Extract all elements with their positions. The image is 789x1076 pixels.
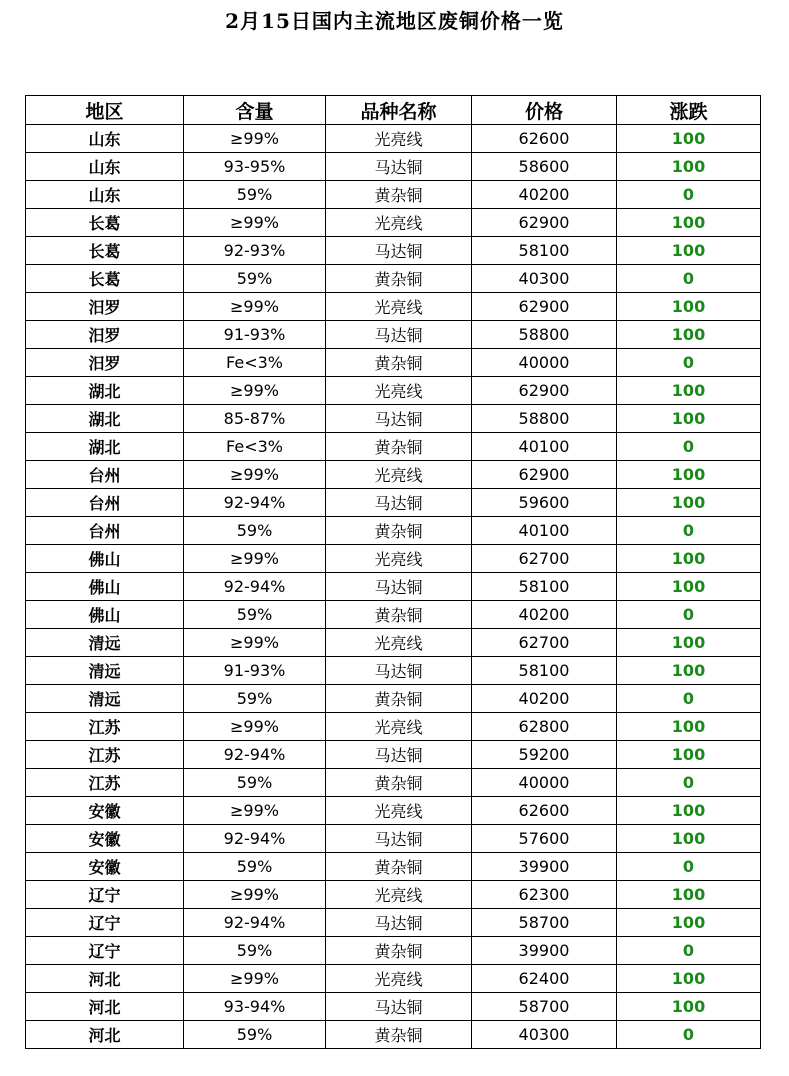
cell-change: 100	[617, 237, 761, 265]
cell-region: 汨罗	[26, 293, 184, 321]
cell-content: Fe<3%	[184, 433, 326, 461]
cell-variety: 光亮线	[326, 797, 472, 825]
cell-variety: 黄杂铜	[326, 853, 472, 881]
cell-price: 62900	[472, 377, 617, 405]
cell-variety: 马达铜	[326, 993, 472, 1021]
cell-change: 100	[617, 405, 761, 433]
cell-price: 40000	[472, 769, 617, 797]
cell-variety: 黄杂铜	[326, 349, 472, 377]
cell-region: 江苏	[26, 713, 184, 741]
cell-region: 安徽	[26, 797, 184, 825]
cell-price: 40300	[472, 265, 617, 293]
cell-change: 100	[617, 881, 761, 909]
table-body	[26, 125, 761, 1049]
cell-content: 59%	[184, 601, 326, 629]
cell-content: 92-94%	[184, 741, 326, 769]
cell-content: ≥99%	[184, 881, 326, 909]
cell-region: 长葛	[26, 265, 184, 293]
cell-price: 58100	[472, 573, 617, 601]
cell-price: 40100	[472, 433, 617, 461]
cell-content: 59%	[184, 853, 326, 881]
cell-change: 100	[617, 741, 761, 769]
cell-variety: 光亮线	[326, 545, 472, 573]
table-row	[26, 601, 761, 629]
cell-price: 57600	[472, 825, 617, 853]
cell-change: 100	[617, 321, 761, 349]
table-row	[26, 153, 761, 181]
cell-variety: 黄杂铜	[326, 937, 472, 965]
cell-region: 山东	[26, 181, 184, 209]
cell-variety: 马达铜	[326, 909, 472, 937]
cell-variety: 光亮线	[326, 881, 472, 909]
price-table	[25, 95, 761, 1049]
cell-variety: 马达铜	[326, 573, 472, 601]
cell-content: ≥99%	[184, 629, 326, 657]
table-row	[26, 573, 761, 601]
cell-price: 40200	[472, 181, 617, 209]
cell-change: 0	[617, 433, 761, 461]
table-header-row	[26, 96, 761, 125]
cell-change: 100	[617, 293, 761, 321]
cell-change: 0	[617, 601, 761, 629]
cell-variety: 黄杂铜	[326, 433, 472, 461]
cell-variety: 黄杂铜	[326, 1021, 472, 1049]
cell-content: ≥99%	[184, 545, 326, 573]
cell-price: 58700	[472, 993, 617, 1021]
cell-change: 100	[617, 377, 761, 405]
cell-content: 59%	[184, 937, 326, 965]
cell-price: 62700	[472, 545, 617, 573]
cell-content: 59%	[184, 265, 326, 293]
cell-price: 62400	[472, 965, 617, 993]
cell-price: 58100	[472, 657, 617, 685]
cell-region: 湖北	[26, 377, 184, 405]
cell-content: 85-87%	[184, 405, 326, 433]
table-row	[26, 881, 761, 909]
cell-change: 100	[617, 153, 761, 181]
cell-content: 93-94%	[184, 993, 326, 1021]
cell-content: 92-93%	[184, 237, 326, 265]
cell-change: 0	[617, 853, 761, 881]
table-row	[26, 629, 761, 657]
column-header-region: 地区	[26, 96, 184, 125]
cell-region: 辽宁	[26, 881, 184, 909]
page-title: 2月15日国内主流地区废铜价格一览	[225, 9, 564, 33]
cell-variety: 马达铜	[326, 657, 472, 685]
cell-change: 100	[617, 125, 761, 153]
cell-content: ≥99%	[184, 461, 326, 489]
cell-content: 91-93%	[184, 321, 326, 349]
cell-price: 58800	[472, 321, 617, 349]
table-row	[26, 349, 761, 377]
cell-variety: 光亮线	[326, 713, 472, 741]
cell-change: 0	[617, 1021, 761, 1049]
cell-price: 62900	[472, 209, 617, 237]
table-row	[26, 825, 761, 853]
column-header-price: 价格	[472, 96, 617, 125]
cell-variety: 马达铜	[326, 237, 472, 265]
cell-change: 100	[617, 797, 761, 825]
cell-price: 40100	[472, 517, 617, 545]
table-row	[26, 517, 761, 545]
column-header-variety: 品种名称	[326, 96, 472, 125]
cell-variety: 马达铜	[326, 405, 472, 433]
cell-content: 92-94%	[184, 489, 326, 517]
cell-variety: 黄杂铜	[326, 517, 472, 545]
cell-region: 汨罗	[26, 321, 184, 349]
cell-change: 100	[617, 545, 761, 573]
table-row	[26, 405, 761, 433]
cell-change: 0	[617, 349, 761, 377]
cell-price: 62600	[472, 797, 617, 825]
table-row	[26, 181, 761, 209]
cell-price: 62300	[472, 881, 617, 909]
table-row	[26, 685, 761, 713]
cell-price: 40200	[472, 685, 617, 713]
cell-content: ≥99%	[184, 797, 326, 825]
cell-variety: 黄杂铜	[326, 181, 472, 209]
cell-price: 62700	[472, 629, 617, 657]
table-row	[26, 1021, 761, 1049]
cell-price: 39900	[472, 853, 617, 881]
table-row	[26, 741, 761, 769]
cell-content: 59%	[184, 181, 326, 209]
cell-content: 92-94%	[184, 825, 326, 853]
cell-change: 0	[617, 685, 761, 713]
cell-region: 江苏	[26, 741, 184, 769]
cell-region: 安徽	[26, 853, 184, 881]
cell-region: 清远	[26, 657, 184, 685]
cell-variety: 光亮线	[326, 965, 472, 993]
cell-change: 0	[617, 517, 761, 545]
cell-region: 河北	[26, 993, 184, 1021]
table-row	[26, 993, 761, 1021]
table-row	[26, 797, 761, 825]
cell-price: 58800	[472, 405, 617, 433]
table-row	[26, 769, 761, 797]
cell-region: 山东	[26, 153, 184, 181]
column-header-change: 涨跌	[617, 96, 761, 125]
cell-region: 佛山	[26, 601, 184, 629]
table-row	[26, 965, 761, 993]
cell-change: 0	[617, 937, 761, 965]
cell-price: 62600	[472, 125, 617, 153]
cell-region: 清远	[26, 685, 184, 713]
table-row	[26, 937, 761, 965]
cell-change: 100	[617, 825, 761, 853]
cell-variety: 光亮线	[326, 209, 472, 237]
cell-region: 江苏	[26, 769, 184, 797]
cell-region: 安徽	[26, 825, 184, 853]
cell-content: 92-94%	[184, 909, 326, 937]
cell-price: 40000	[472, 349, 617, 377]
cell-content: Fe<3%	[184, 349, 326, 377]
cell-region: 辽宁	[26, 909, 184, 937]
table-row	[26, 377, 761, 405]
cell-price: 40300	[472, 1021, 617, 1049]
cell-region: 河北	[26, 1021, 184, 1049]
table-row	[26, 293, 761, 321]
cell-price: 39900	[472, 937, 617, 965]
cell-variety: 光亮线	[326, 461, 472, 489]
cell-content: 59%	[184, 517, 326, 545]
cell-region: 长葛	[26, 237, 184, 265]
cell-variety: 马达铜	[326, 321, 472, 349]
cell-variety: 光亮线	[326, 629, 472, 657]
cell-change: 100	[617, 657, 761, 685]
cell-content: ≥99%	[184, 125, 326, 153]
table-row	[26, 489, 761, 517]
cell-price: 40200	[472, 601, 617, 629]
cell-change: 100	[617, 993, 761, 1021]
cell-price: 62900	[472, 293, 617, 321]
cell-variety: 光亮线	[326, 125, 472, 153]
cell-variety: 马达铜	[326, 825, 472, 853]
cell-change: 100	[617, 713, 761, 741]
table-row	[26, 209, 761, 237]
cell-content: 92-94%	[184, 573, 326, 601]
cell-region: 山东	[26, 125, 184, 153]
cell-price: 59600	[472, 489, 617, 517]
table-row	[26, 237, 761, 265]
cell-change: 0	[617, 769, 761, 797]
cell-content: 59%	[184, 685, 326, 713]
cell-region: 辽宁	[26, 937, 184, 965]
table-row	[26, 125, 761, 153]
cell-region: 佛山	[26, 545, 184, 573]
cell-change: 100	[617, 489, 761, 517]
cell-variety: 光亮线	[326, 377, 472, 405]
cell-price: 59200	[472, 741, 617, 769]
cell-content: ≥99%	[184, 713, 326, 741]
cell-region: 台州	[26, 461, 184, 489]
cell-price: 62800	[472, 713, 617, 741]
table-row	[26, 909, 761, 937]
cell-variety: 黄杂铜	[326, 601, 472, 629]
table-row	[26, 545, 761, 573]
cell-change: 0	[617, 265, 761, 293]
cell-change: 100	[617, 909, 761, 937]
table-row	[26, 713, 761, 741]
cell-change: 100	[617, 629, 761, 657]
cell-content: ≥99%	[184, 377, 326, 405]
cell-region: 河北	[26, 965, 184, 993]
cell-region: 湖北	[26, 405, 184, 433]
table-row	[26, 461, 761, 489]
cell-content: ≥99%	[184, 965, 326, 993]
table-row	[26, 321, 761, 349]
cell-variety: 光亮线	[326, 293, 472, 321]
table-row	[26, 853, 761, 881]
cell-price: 62900	[472, 461, 617, 489]
cell-region: 长葛	[26, 209, 184, 237]
cell-region: 台州	[26, 489, 184, 517]
cell-content: 93-95%	[184, 153, 326, 181]
cell-region: 清远	[26, 629, 184, 657]
cell-variety: 马达铜	[326, 153, 472, 181]
column-header-content: 含量	[184, 96, 326, 125]
cell-region: 汨罗	[26, 349, 184, 377]
cell-variety: 黄杂铜	[326, 265, 472, 293]
table-row	[26, 433, 761, 461]
cell-variety: 马达铜	[326, 489, 472, 517]
cell-change: 0	[617, 181, 761, 209]
cell-content: 59%	[184, 769, 326, 797]
table-row	[26, 265, 761, 293]
table-row	[26, 657, 761, 685]
cell-change: 100	[617, 573, 761, 601]
cell-price: 58100	[472, 237, 617, 265]
cell-change: 100	[617, 209, 761, 237]
cell-change: 100	[617, 461, 761, 489]
cell-content: ≥99%	[184, 209, 326, 237]
cell-content: 59%	[184, 1021, 326, 1049]
cell-region: 台州	[26, 517, 184, 545]
cell-region: 佛山	[26, 573, 184, 601]
cell-content: 91-93%	[184, 657, 326, 685]
cell-price: 58600	[472, 153, 617, 181]
cell-variety: 黄杂铜	[326, 685, 472, 713]
cell-price: 58700	[472, 909, 617, 937]
cell-content: ≥99%	[184, 293, 326, 321]
cell-variety: 马达铜	[326, 741, 472, 769]
cell-variety: 黄杂铜	[326, 769, 472, 797]
cell-change: 100	[617, 965, 761, 993]
cell-region: 湖北	[26, 433, 184, 461]
